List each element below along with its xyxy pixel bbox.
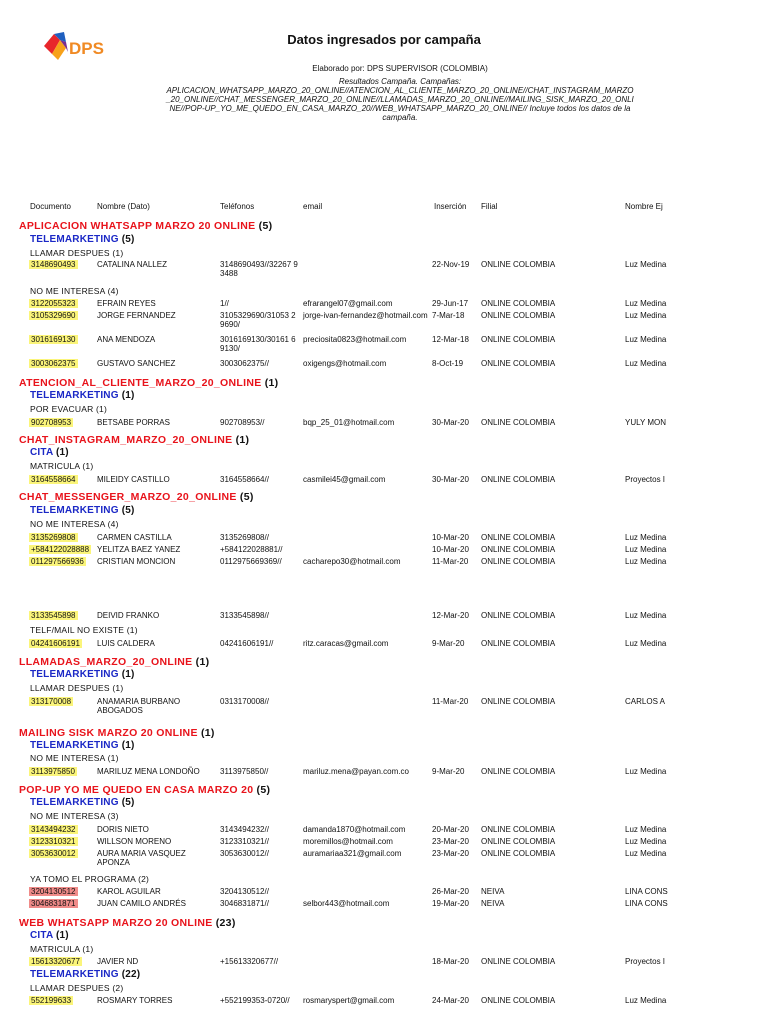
insercion-cell: 22-Nov-19: [432, 260, 470, 269]
email-cell: moremillos@hotmail.com: [303, 837, 393, 846]
group-heading: [30, 797, 135, 808]
filial-cell: NEIVA: [481, 887, 505, 896]
nombre-ej-cell: Luz Medina: [625, 849, 667, 858]
email-cell: oxigengs@hotmail.com: [303, 359, 387, 368]
documento-cell: 3133545898: [31, 611, 76, 620]
filial-cell: ONLINE COLOMBIA: [481, 545, 556, 554]
telefonos-cell: 3204130512//: [220, 887, 269, 896]
nombre-cell: GUSTAVO SANCHEZ: [97, 359, 176, 368]
status-heading: TELF/MAIL NO EXISTE (1): [30, 625, 138, 635]
filial-cell: ONLINE COLOMBIA: [481, 299, 556, 308]
insercion-cell: 20-Mar-20: [432, 825, 469, 834]
insercion-cell: 9-Mar-20: [432, 767, 465, 776]
telefonos-cell: 902708953//: [220, 418, 265, 427]
campaign-heading: [19, 656, 209, 668]
heading-count: (1): [192, 656, 210, 668]
insercion-cell: 19-Mar-20: [432, 899, 469, 908]
nombre-ej-cell: Proyectos I: [625, 957, 666, 966]
telefonos-cell: 3143494232//: [220, 825, 269, 834]
telefonos-cell: 3016169130/30161 69130/: [220, 335, 296, 353]
status-heading: LLAMAR DESPUES (1): [30, 683, 124, 693]
filial-cell: ONLINE COLOMBIA: [481, 557, 556, 566]
heading-count: (5): [255, 220, 273, 232]
filial-cell: ONLINE COLOMBIA: [481, 311, 556, 320]
nombre-ej-cell: Luz Medina: [625, 260, 667, 269]
heading-label: TELEMARKETING: [30, 797, 119, 808]
telefonos-cell: 04241606191//: [220, 639, 274, 648]
documento-cell: 3164558664: [31, 475, 76, 484]
email-cell: rosmaryspert@gmail.com: [303, 996, 395, 1005]
telefonos-cell: 3123310321//: [220, 837, 269, 846]
heading-label: TELEMARKETING: [30, 669, 119, 680]
documento-cell: 313170008: [31, 697, 72, 706]
heading-count: (23): [212, 917, 236, 929]
nombre-ej-cell: Luz Medina: [625, 611, 667, 620]
campaign-heading: [19, 377, 278, 389]
telefonos-cell: 3113975850//: [220, 767, 269, 776]
telefonos-cell: 3133545898//: [220, 611, 269, 620]
group-heading: [30, 390, 135, 401]
telefonos-cell: 3135269808//: [220, 533, 269, 542]
insercion-cell: 23-Mar-20: [432, 849, 469, 858]
telefonos-cell: 3148690493//32267 93488: [220, 260, 298, 278]
email-cell: cacharepo30@hotmail.com: [303, 557, 401, 566]
col-filial: Filial: [481, 202, 498, 211]
insercion-cell: 23-Mar-20: [432, 837, 469, 846]
nombre-cell: ANA MENDOZA: [97, 335, 156, 344]
filial-cell: ONLINE COLOMBIA: [481, 335, 556, 344]
nombre-cell: LUIS CALDERA: [97, 639, 155, 648]
heading-count: (5): [236, 491, 254, 503]
filial-cell: NEIVA: [481, 899, 505, 908]
nombre-cell: DORIS NIETO: [97, 825, 149, 834]
heading-label: MAILING SISK MARZO 20 ONLINE: [19, 727, 198, 739]
col-nombre-ej: Nombre Ej: [625, 202, 663, 211]
filial-cell: ONLINE COLOMBIA: [481, 849, 556, 858]
heading-count: (1): [53, 447, 69, 458]
telefonos-cell: +552199353-0720//: [220, 996, 290, 1005]
heading-label: APLICACION WHATSAPP MARZO 20 ONLINE: [19, 220, 256, 232]
campaign-heading: [19, 491, 254, 503]
group-heading: [30, 447, 69, 458]
nombre-ej-cell: Luz Medina: [625, 996, 667, 1005]
documento-cell: 3148690493: [31, 260, 76, 269]
insercion-cell: 11-Mar-20: [432, 697, 469, 706]
heading-count: (5): [118, 505, 135, 516]
heading-label: CITA: [30, 447, 54, 458]
heading-label: TELEMARKETING: [30, 969, 119, 980]
heading-count: (22): [118, 969, 141, 980]
nombre-ej-cell: Luz Medina: [625, 359, 667, 368]
telefonos-cell: +15613320677//: [220, 957, 279, 966]
telefonos-cell: 3164558664//: [220, 475, 269, 484]
heading-count: (5): [118, 797, 135, 808]
nombre-cell: CRISTIAN MONCION: [97, 557, 176, 566]
nombre-cell: KAROL AGUILAR: [97, 887, 161, 896]
nombre-ej-cell: Luz Medina: [625, 533, 667, 542]
status-heading: NO ME INTERESA (4): [30, 286, 119, 296]
telefonos-cell: +584122028881//: [220, 545, 283, 554]
nombre-ej-cell: YULY MON: [625, 418, 667, 427]
heading-count: (5): [253, 784, 271, 796]
heading-count: (1): [53, 930, 69, 941]
documento-cell: 15613320677: [31, 957, 80, 966]
nombre-ej-cell: Luz Medina: [625, 639, 667, 648]
nombre-cell: EFRAIN REYES: [97, 299, 156, 308]
insercion-cell: 7-Mar-18: [432, 311, 465, 320]
status-heading: YA TOMO EL PROGRAMA (2): [30, 874, 150, 884]
nombre-ej-cell: Luz Medina: [625, 335, 667, 344]
email-cell: efrarangel07@gmail.com: [303, 299, 393, 308]
nombre-cell: JAVIER ND: [97, 957, 139, 966]
heading-label: CHAT_MESSENGER_MARZO_20_ONLINE: [19, 491, 237, 503]
nombre-ej-cell: CARLOS A: [625, 697, 666, 706]
documento-cell: 04241606191: [31, 639, 80, 648]
documento-cell: 3053630012: [31, 849, 76, 858]
email-cell: preciosita0823@hotmail.com: [303, 335, 407, 344]
filial-cell: ONLINE COLOMBIA: [481, 825, 556, 834]
heading-label: ATENCION_AL_CLIENTE_MARZO_20_ONLINE: [19, 377, 262, 389]
filial-cell: ONLINE COLOMBIA: [481, 837, 556, 846]
filial-cell: ONLINE COLOMBIA: [481, 957, 556, 966]
nombre-ej-cell: Luz Medina: [625, 299, 667, 308]
filter-line: campaña.: [382, 113, 418, 122]
email-cell: damanda1870@hotmail.com: [303, 825, 406, 834]
campaign-heading: [19, 784, 270, 796]
telefonos-cell: 3105329690/31053 29690/: [220, 311, 296, 329]
documento-cell: 3204130512: [31, 887, 76, 896]
email-cell: jorge-ivan-fernandez@hotmail.com: [303, 311, 428, 320]
email-cell: mariluz.mena@payan.com.co: [303, 767, 409, 776]
col-telefonos: Teléfonos: [220, 202, 255, 211]
telefonos-cell: 3003062375//: [220, 359, 269, 368]
heading-label: TELEMARKETING: [30, 505, 119, 516]
heading-label: TELEMARKETING: [30, 740, 119, 751]
nombre-ej-cell: LINA CONS: [625, 899, 668, 908]
filial-cell: ONLINE COLOMBIA: [481, 639, 556, 648]
insercion-cell: 12-Mar-20: [432, 611, 469, 620]
campaign-heading: [19, 917, 236, 929]
status-heading: NO ME INTERESA (3): [30, 811, 119, 821]
telefonos-cell: 0112975669369//: [220, 557, 282, 566]
documento-cell: 3046831871: [31, 899, 76, 908]
filter-line: Resultados Campaña. Campañas:: [338, 77, 462, 86]
filial-cell: ONLINE COLOMBIA: [481, 767, 556, 776]
insercion-cell: 30-Mar-20: [432, 475, 469, 484]
nombre-cell: MILEIDY CASTILLO: [97, 475, 170, 484]
filter-line: APLICACION_WHATSAPP_MARZO_20_ONLINE//ATENCION_AL_CLIENTE_MARZO_20_ONLINE//CHAT_INSTAGRAM_MARZO: [166, 86, 634, 95]
telefonos-cell: 3046831871//: [220, 899, 269, 908]
heading-label: CHAT_INSTAGRAM_MARZO_20_ONLINE: [19, 434, 233, 446]
telefonos-cell: 3053630012//: [220, 849, 269, 858]
heading-count: (1): [261, 377, 279, 389]
elaborado-por: Elaborado por: DPS SUPERVISOR (COLOMBIA): [312, 64, 488, 73]
nombre-cell: ROSMARY TORRES: [97, 996, 173, 1005]
campaign-heading: [19, 727, 215, 739]
filial-cell: ONLINE COLOMBIA: [481, 418, 556, 427]
status-heading: LLAMAR DESPUES (1): [30, 248, 124, 258]
telefonos-cell: 1//: [220, 299, 229, 308]
report-title: Datos ingresados por campaña: [287, 32, 481, 47]
status-heading: POR EVACUAR (1): [30, 404, 107, 414]
insercion-cell: 24-Mar-20: [432, 996, 469, 1005]
documento-cell: 902708953: [31, 418, 72, 427]
nombre-ej-cell: Luz Medina: [625, 545, 667, 554]
filial-cell: ONLINE COLOMBIA: [481, 996, 556, 1005]
heading-count: (1): [197, 727, 215, 739]
documento-cell: 3016169130: [31, 335, 76, 344]
group-heading: [30, 505, 135, 516]
insercion-cell: 10-Mar-20: [432, 545, 469, 554]
filial-cell: ONLINE COLOMBIA: [481, 359, 556, 368]
telefonos-cell: 0313170008//: [220, 697, 269, 706]
status-heading: NO ME INTERESA (4): [30, 519, 119, 529]
status-heading: LLAMAR DESPUES (2): [30, 983, 124, 993]
documento-cell: 3123310321: [31, 837, 76, 846]
insercion-cell: 10-Mar-20: [432, 533, 469, 542]
heading-label: CITA: [30, 930, 54, 941]
nombre-ej-cell: Luz Medina: [625, 837, 667, 846]
col-documento: Documento: [30, 202, 71, 211]
heading-count: (1): [118, 740, 135, 751]
insercion-cell: 8-Oct-19: [432, 359, 464, 368]
status-heading: MATRICULA (1): [30, 461, 94, 471]
heading-count: (1): [232, 434, 250, 446]
nombre-cell: JUAN CAMILO ANDRÉS: [97, 899, 186, 908]
documento-cell: 3113975850: [31, 767, 75, 776]
email-cell: ritz.caracas@gmail.com: [303, 639, 389, 648]
filter-line: _20_ONLINE//CHAT_MESSENGER_MARZO_20_ONLINE//LLAMADAS_MARZO_20_ONLINE//MAILING_SISK_MARZO_20_ONLI: [166, 95, 634, 104]
col-nombre: Nombre (Dato): [97, 202, 150, 211]
nombre-cell: ANAMARIA BURBANO ABOGADOS: [97, 697, 181, 715]
filter-line: NE//POP-UP_YO_ME_QUEDO_EN_CASA_MARZO_20//WEB_WHATSAPP_MARZO_20_ONLINE// Incluye todos los datos de la: [169, 104, 631, 113]
nombre-cell: JORGE FERNANDEZ: [97, 311, 176, 320]
insercion-cell: 26-Mar-20: [432, 887, 469, 896]
group-heading: [30, 669, 135, 680]
filial-cell: ONLINE COLOMBIA: [481, 533, 556, 542]
insercion-cell: 12-Mar-18: [432, 335, 469, 344]
nombre-cell: WILLSON MORENO: [97, 837, 172, 846]
status-heading: NO ME INTERESA (1): [30, 753, 119, 763]
nombre-ej-cell: Luz Medina: [625, 825, 667, 834]
nombre-ej-cell: Luz Medina: [625, 767, 667, 776]
documento-cell: 3003062375: [31, 359, 76, 368]
nombre-cell: CARMEN CASTILLA: [97, 533, 172, 542]
email-cell: auramariaa321@gmail.com: [303, 849, 402, 858]
filial-cell: ONLINE COLOMBIA: [481, 611, 556, 620]
filial-cell: ONLINE COLOMBIA: [481, 260, 556, 269]
campaign-heading: [19, 220, 272, 232]
svg-text:DPS: DPS: [69, 39, 104, 58]
insercion-cell: 18-Mar-20: [432, 957, 469, 966]
heading-label: POP-UP YO ME QUEDO EN CASA MARZO 20: [19, 784, 254, 796]
nombre-cell: DEIVID FRANKO: [97, 611, 160, 620]
group-heading: [30, 234, 135, 245]
heading-label: WEB WHATSAPP MARZO 20 ONLINE: [19, 917, 213, 929]
campaign-heading: [19, 434, 249, 446]
documento-cell: 3105329690: [31, 311, 76, 320]
nombre-ej-cell: Luz Medina: [625, 557, 667, 566]
status-heading: MATRICULA (1): [30, 944, 94, 954]
col-insercion: Inserción: [434, 202, 467, 211]
filial-cell: ONLINE COLOMBIA: [481, 475, 556, 484]
nombre-cell: AURA MARIA VASQUEZ APONZA: [97, 849, 186, 867]
heading-label: TELEMARKETING: [30, 390, 119, 401]
insercion-cell: 9-Mar-20: [432, 639, 465, 648]
nombre-ej-cell: LINA CONS: [625, 887, 668, 896]
filial-cell: ONLINE COLOMBIA: [481, 697, 556, 706]
documento-cell: +584122028888: [31, 545, 90, 554]
insercion-cell: 11-Mar-20: [432, 557, 469, 566]
documento-cell: 3122055323: [31, 299, 76, 308]
insercion-cell: 29-Jun-17: [432, 299, 469, 308]
email-cell: bqp_25_01@hotmail.com: [303, 418, 395, 427]
group-heading: [30, 740, 135, 751]
documento-cell: 011297566936: [31, 557, 84, 566]
nombre-cell: BETSABE PORRAS: [97, 418, 170, 427]
group-heading: [30, 930, 69, 941]
group-heading: [30, 969, 140, 980]
email-cell: casmilei45@gmail.com: [303, 475, 386, 484]
insercion-cell: 30-Mar-20: [432, 418, 469, 427]
nombre-ej-cell: Proyectos I: [625, 475, 666, 484]
documento-cell: 3135269808: [31, 533, 76, 542]
col-email: email: [303, 202, 323, 211]
documento-cell: 3143494232: [31, 825, 76, 834]
email-cell: selbor443@hotmail.com: [303, 899, 390, 908]
heading-label: TELEMARKETING: [30, 234, 119, 245]
heading-count: (5): [118, 234, 135, 245]
documento-cell: 552199633: [31, 996, 72, 1005]
nombre-cell: MARILUZ MENA LONDOÑO: [97, 767, 200, 776]
nombre-cell: YELITZA BAEZ YANEZ: [97, 545, 181, 554]
nombre-cell: CATALINA NALLEZ: [97, 260, 167, 269]
heading-count: (1): [118, 669, 135, 680]
heading-label: LLAMADAS_MARZO_20_ONLINE: [19, 656, 193, 668]
heading-count: (1): [118, 390, 135, 401]
nombre-ej-cell: Luz Medina: [625, 311, 667, 320]
